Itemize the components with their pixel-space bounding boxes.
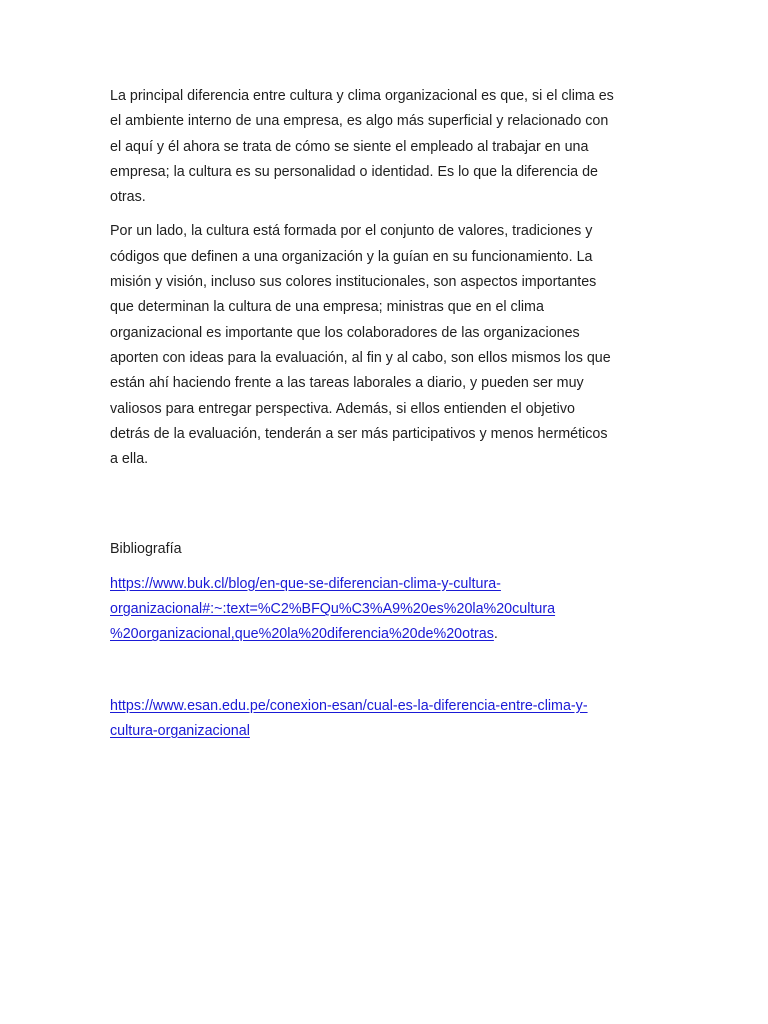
bibliography-heading: Bibliografía — [110, 541, 182, 558]
paragraph-culture-definition: Por un lado, la cultura está formada por el conjunto de valores, tradiciones y códigos que definen a una organización y la guían en su funcionamiento. La misión y visión, incluso sus colores institucionales, son aspectos importantes que determinan la cultura de una empresa; ministras que en el clima organizacional es importante que los colaboradores de las organizaciones aporten con ideas para la evaluación, al fin y al cabo, son ellos mismos los que están ahí haciendo frente a las tareas laborales a diario, y pueden ser muy valiosos para entregar perspectiva. Además, si ellos entienden el objetivo detrás de la evaluación, tenderán a ser más participativos y menos herméticos a ella. — [110, 223, 611, 468]
reference-suffix: . — [493, 626, 498, 643]
document-body — [110, 84, 660, 744]
reference-item-buk — [110, 572, 660, 648]
spacer — [110, 563, 660, 572]
reference-item-esan — [110, 694, 660, 745]
paragraph-culture-vs-climate: La principal diferencia entre cultura y clima organizacional es que, si el clima es el ambiente interno de una empresa, es algo más superficial y relacionado con el aquí y él ahora se trata de cómo se siente el empleado al trabajar en una empresa; la cultura es su personalidad o identidad. Es lo que la diferencia de otras. — [110, 88, 614, 206]
reference-link-esan[interactable]: https://www.esan.edu.pe/conexion-esan/cual-es-la-diferencia-entre-clima-y- cultura-organizacional — [110, 697, 588, 739]
reference-link-buk[interactable]: https://www.buk.cl/blog/en-que-se-diferencian-clima-y-cultura- organizacional#:~:text=%C2%BFQu%C3%A9%20es%20la%20cultura %20organizacional,que%20la%20diferencia%20de%20otras — [110, 575, 556, 643]
spacer — [110, 648, 660, 694]
spacer — [110, 481, 660, 537]
